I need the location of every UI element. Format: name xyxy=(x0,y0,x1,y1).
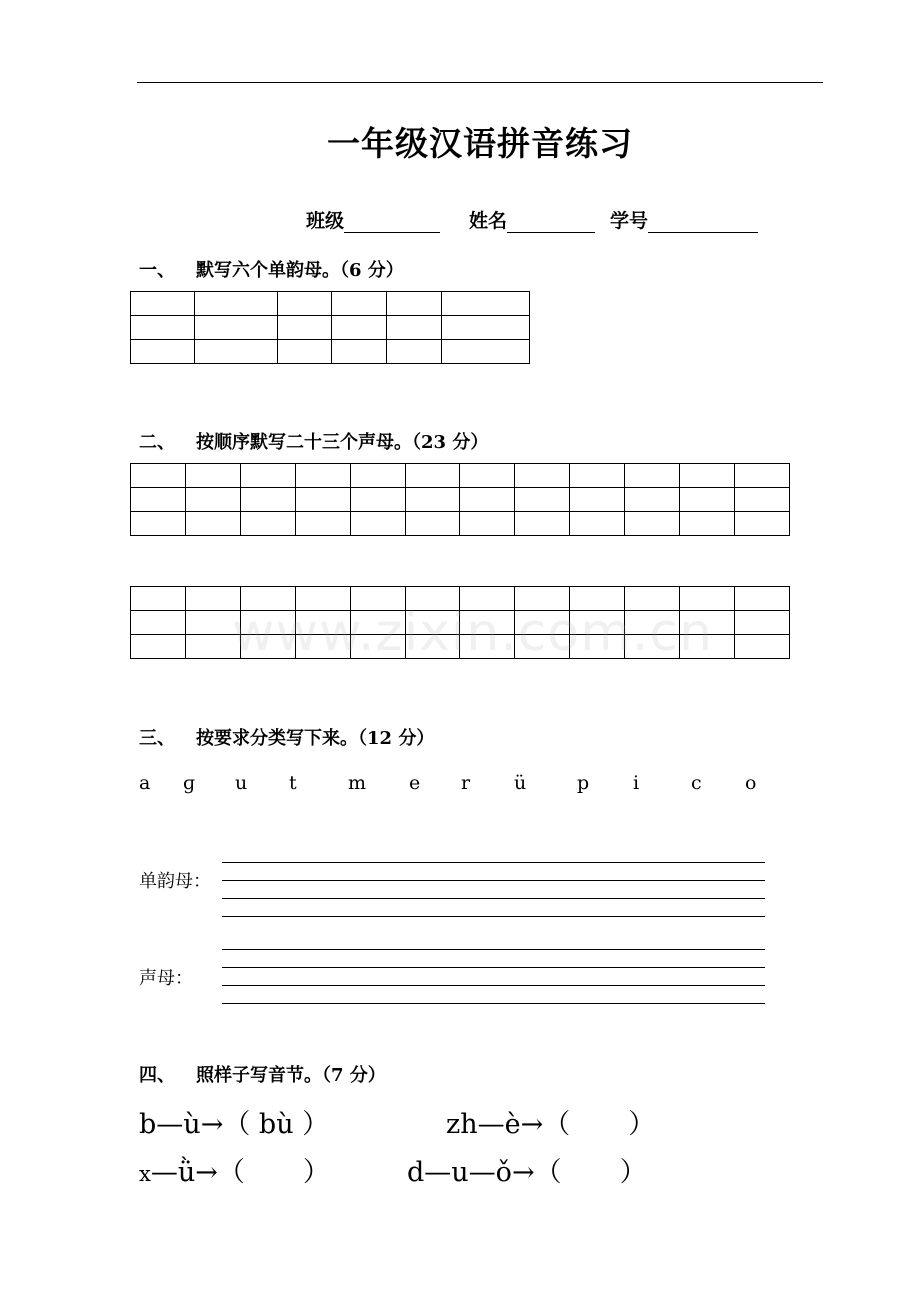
example-consonant: zh xyxy=(446,1109,478,1140)
close-paren: ） xyxy=(302,1157,330,1188)
letter: c xyxy=(691,772,702,794)
answer-line[interactable] xyxy=(222,916,765,917)
section-1-number: 一、 xyxy=(139,260,175,281)
open-paren: （ xyxy=(543,1109,571,1140)
consonant-grid-1[interactable] xyxy=(130,463,790,536)
section-1-text: 默写六个单韵母。（6 分） xyxy=(196,260,404,281)
class-blank[interactable] xyxy=(344,212,440,233)
example-consonant: b xyxy=(139,1109,157,1140)
name-blank[interactable] xyxy=(507,212,595,233)
section-4-text: 照样子写音节。（7 分） xyxy=(196,1065,386,1086)
open-paren: （ xyxy=(534,1157,562,1188)
answer-line[interactable] xyxy=(222,898,765,899)
arrow-icon: → xyxy=(520,1109,544,1140)
section-3-number: 三、 xyxy=(139,728,175,749)
close-paren: ） xyxy=(619,1157,647,1188)
section-3-heading xyxy=(139,724,434,750)
grid-row xyxy=(131,292,530,316)
letter: m xyxy=(348,772,367,794)
letter: o xyxy=(745,772,757,794)
example-vowel: è xyxy=(504,1109,521,1140)
arrow-icon: → xyxy=(511,1157,535,1188)
letter: u xyxy=(235,772,248,794)
section-2-heading xyxy=(139,428,488,454)
student-id-field xyxy=(610,206,758,233)
letter: e xyxy=(409,772,421,794)
letter: p xyxy=(577,772,590,794)
section-1-heading xyxy=(139,256,404,282)
consonant-category-label: 声母： xyxy=(139,968,193,989)
watermark: www.zixin.com.cn xyxy=(232,603,713,663)
arrow-icon: → xyxy=(195,1157,218,1188)
grid-row xyxy=(131,464,790,488)
vowel-category-label: 单韵母： xyxy=(139,871,211,892)
name-field xyxy=(469,206,595,233)
example-answer: bù xyxy=(258,1109,294,1140)
close-paren: ） xyxy=(628,1109,656,1140)
class-field xyxy=(306,206,440,233)
letter: i xyxy=(633,772,640,794)
example-4 xyxy=(407,1150,647,1189)
example-vowel: u—ǒ xyxy=(451,1157,512,1188)
answer-line[interactable] xyxy=(222,880,765,881)
top-rule xyxy=(137,82,823,83)
section-4-number: 四、 xyxy=(139,1065,175,1086)
example-3 xyxy=(139,1150,330,1189)
example-vowel: ù xyxy=(183,1109,201,1140)
grid-row xyxy=(131,316,530,340)
letter: ɡ xyxy=(183,772,196,794)
example-2 xyxy=(446,1102,655,1141)
page-title: 一年级汉语拼音练习 xyxy=(327,124,633,163)
grid-row xyxy=(131,340,530,364)
example-vowel: ǜ xyxy=(177,1157,196,1188)
grid-row xyxy=(131,488,790,512)
dash: — xyxy=(156,1109,184,1140)
answer-line[interactable] xyxy=(222,985,765,986)
answer-line[interactable] xyxy=(222,1003,765,1004)
letter: t xyxy=(289,772,297,794)
student-id-label: 学号 xyxy=(610,210,649,232)
close-paren: ） xyxy=(293,1109,330,1140)
letter: r xyxy=(461,772,471,794)
grid-row xyxy=(131,512,790,536)
letter: ü xyxy=(514,772,527,794)
section-2-text: 按顺序默写二十三个声母。（23 分） xyxy=(196,432,489,453)
dash: — xyxy=(150,1157,178,1188)
answer-line[interactable] xyxy=(222,862,765,863)
section-4-heading xyxy=(139,1061,386,1087)
example-1 xyxy=(139,1102,329,1141)
arrow-icon: → xyxy=(200,1109,224,1140)
answer-line[interactable] xyxy=(222,949,765,950)
student-id-blank[interactable] xyxy=(648,212,758,233)
answer-line[interactable] xyxy=(222,967,765,968)
open-paren: （ xyxy=(217,1157,245,1188)
vowel-writing-grid[interactable] xyxy=(130,291,530,364)
dash: — xyxy=(477,1109,505,1140)
example-consonant: d xyxy=(407,1157,425,1188)
dash: — xyxy=(424,1157,452,1188)
section-2-number: 二、 xyxy=(139,432,175,453)
name-label: 姓名 xyxy=(469,210,508,232)
open-paren: （ xyxy=(223,1109,259,1140)
example-consonant: x xyxy=(139,1162,151,1186)
letter: a xyxy=(139,772,151,794)
section-3-text: 按要求分类写下来。（12 分） xyxy=(196,728,435,749)
class-label: 班级 xyxy=(306,210,345,232)
